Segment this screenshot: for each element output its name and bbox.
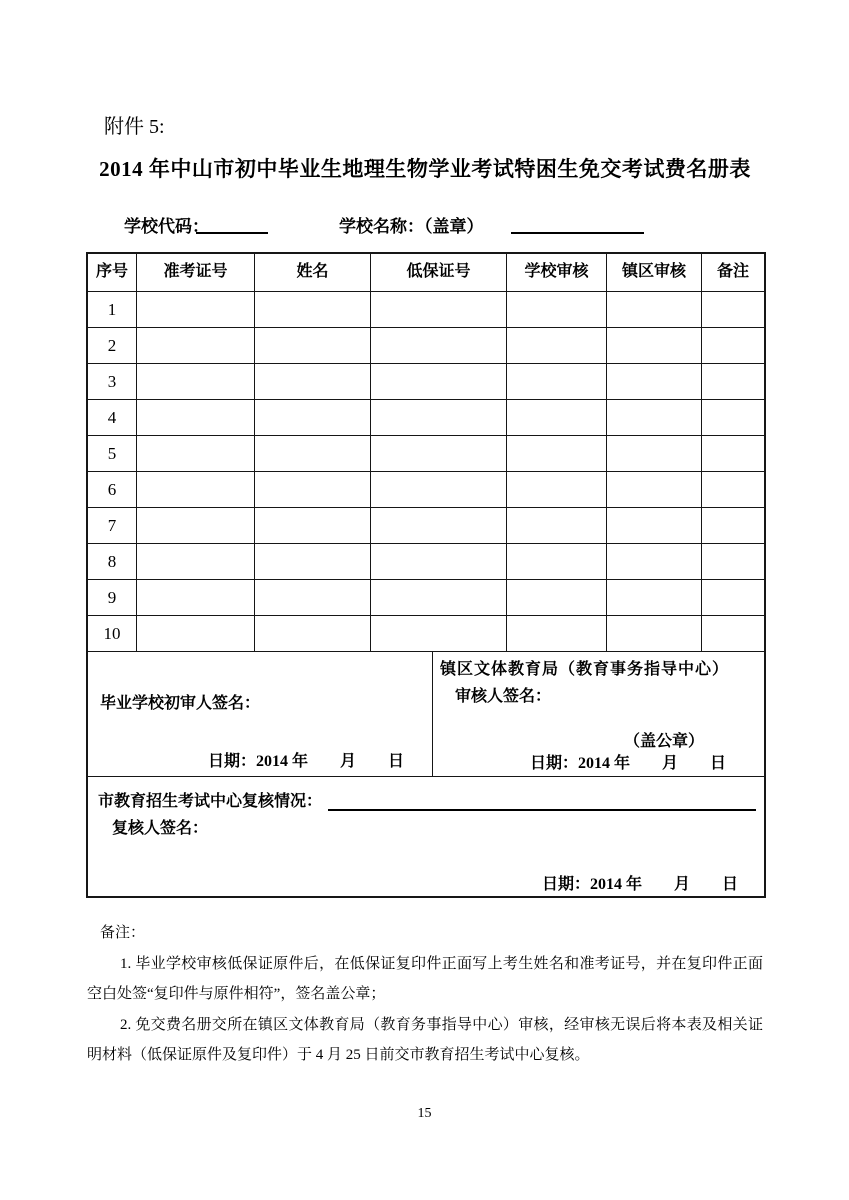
empty-data-cell [702, 580, 764, 616]
city-review-line [98, 788, 756, 811]
empty-data-cell [607, 508, 702, 544]
empty-data-cell [702, 292, 764, 328]
empty-data-cell [255, 544, 371, 580]
empty-data-cell [371, 508, 507, 544]
empty-data-cell [702, 436, 764, 472]
column-header-cell: 低保证号 [371, 254, 507, 292]
row-number-cell: 1 [88, 292, 137, 328]
school-signature-date: 日期：2014 年 月 日 [208, 753, 405, 770]
school-name-label: 学校名称：（盖章） [339, 217, 484, 236]
school-signature-cell [88, 652, 433, 776]
empty-data-cell [137, 292, 255, 328]
empty-data-cell [702, 472, 764, 508]
column-header-cell: 备注 [702, 254, 764, 292]
empty-data-cell [702, 544, 764, 580]
column-header-cell: 姓名 [255, 254, 371, 292]
empty-data-cell [607, 292, 702, 328]
row-number-cell: 3 [88, 364, 137, 400]
roster-grid [88, 254, 764, 652]
school-code-label: 学校代码： [124, 217, 209, 236]
empty-data-cell [507, 436, 607, 472]
row-number-cell: 8 [88, 544, 137, 580]
empty-data-cell [255, 580, 371, 616]
row-number-cell: 5 [88, 436, 137, 472]
empty-data-cell [507, 328, 607, 364]
school-code-blank-line [196, 212, 268, 234]
empty-data-cell [137, 364, 255, 400]
column-header-cell: 序号 [88, 254, 137, 292]
empty-data-cell [137, 544, 255, 580]
empty-data-cell [507, 364, 607, 400]
attachment-label: 附件 5: [104, 116, 165, 138]
empty-data-cell [371, 472, 507, 508]
row-number-cell: 9 [88, 580, 137, 616]
empty-data-cell [371, 364, 507, 400]
empty-data-cell [702, 508, 764, 544]
empty-data-cell [255, 400, 371, 436]
city-reviewer-label: 复核人签名： [112, 820, 209, 837]
row-number-cell: 10 [88, 616, 137, 652]
empty-data-cell [507, 292, 607, 328]
empty-data-cell [607, 364, 702, 400]
row-number-cell: 6 [88, 472, 137, 508]
empty-data-cell [137, 472, 255, 508]
page-number: 15 [417, 1106, 432, 1121]
empty-data-cell [607, 472, 702, 508]
school-name-blank-line [511, 212, 644, 234]
note-item-2: 2. 免交费名册交所在镇区文体教育局（教育务事指导中心）审核，经审核无误后将本表及相关证明材料（低保证原件及复印件）于 4 月 25 日前交市教育招生考试中心复核。 [87, 1016, 763, 1063]
empty-data-cell [607, 436, 702, 472]
notes-section [87, 918, 763, 1071]
empty-data-cell [702, 328, 764, 364]
notes-title: 备注： [100, 925, 146, 941]
empty-data-cell [607, 580, 702, 616]
empty-data-cell [702, 364, 764, 400]
empty-data-cell [507, 400, 607, 436]
town-signer-label: 审核人签名： [455, 688, 552, 705]
empty-data-cell [137, 328, 255, 364]
empty-data-cell [137, 508, 255, 544]
empty-data-cell [255, 328, 371, 364]
empty-data-cell [702, 400, 764, 436]
column-header-cell: 准考证号 [137, 254, 255, 292]
page-title: 2014 年中山市初中毕业生地理生物学业考试特困生免交考试费名册表 [99, 157, 751, 181]
empty-data-cell [255, 364, 371, 400]
empty-data-cell [255, 508, 371, 544]
empty-data-cell [371, 436, 507, 472]
row-number-cell: 2 [88, 328, 137, 364]
empty-data-cell [371, 328, 507, 364]
signature-row [88, 652, 764, 777]
empty-data-cell [371, 400, 507, 436]
empty-data-cell [507, 616, 607, 652]
empty-data-cell [371, 616, 507, 652]
roster-table [86, 252, 766, 898]
empty-data-cell [607, 400, 702, 436]
row-number-cell: 7 [88, 508, 137, 544]
empty-data-cell [137, 436, 255, 472]
empty-data-cell [607, 544, 702, 580]
column-header-cell: 镇区审核 [607, 254, 702, 292]
empty-data-cell [255, 616, 371, 652]
empty-data-cell [255, 292, 371, 328]
empty-data-cell [137, 400, 255, 436]
empty-data-cell [507, 544, 607, 580]
empty-data-cell [607, 616, 702, 652]
row-number-cell: 4 [88, 400, 137, 436]
empty-data-cell [507, 508, 607, 544]
official-seal-label: （盖公章） [623, 733, 704, 750]
empty-data-cell [371, 580, 507, 616]
note-item-1: 1. 毕业学校审核低保证原件后，在低保证复印件正面写上考生姓名和准考证号，并在复印件正面空白处签“复印件与原件相符”，签名盖公章； [87, 955, 763, 1002]
empty-data-cell [137, 616, 255, 652]
town-signature-date: 日期：2014 年 月 日 [529, 755, 726, 772]
town-org-label: 镇区文体教育局（教育事务指导中心） [440, 661, 730, 678]
city-review-blank-line [328, 790, 756, 811]
empty-data-cell [607, 328, 702, 364]
empty-data-cell [702, 616, 764, 652]
empty-data-cell [137, 580, 255, 616]
city-review-cell [88, 777, 764, 896]
empty-data-cell [255, 472, 371, 508]
column-header-cell: 学校审核 [507, 254, 607, 292]
school-signer-label: 毕业学校初审人签名： [100, 695, 261, 712]
empty-data-cell [371, 292, 507, 328]
empty-data-cell [371, 544, 507, 580]
empty-data-cell [507, 580, 607, 616]
town-signature-cell [433, 652, 764, 776]
empty-data-cell [255, 436, 371, 472]
city-review-date: 日期：2014 年 月 日 [541, 876, 738, 893]
empty-data-cell [507, 472, 607, 508]
city-review-label: 市教育招生考试中心复核情况： [98, 793, 323, 810]
